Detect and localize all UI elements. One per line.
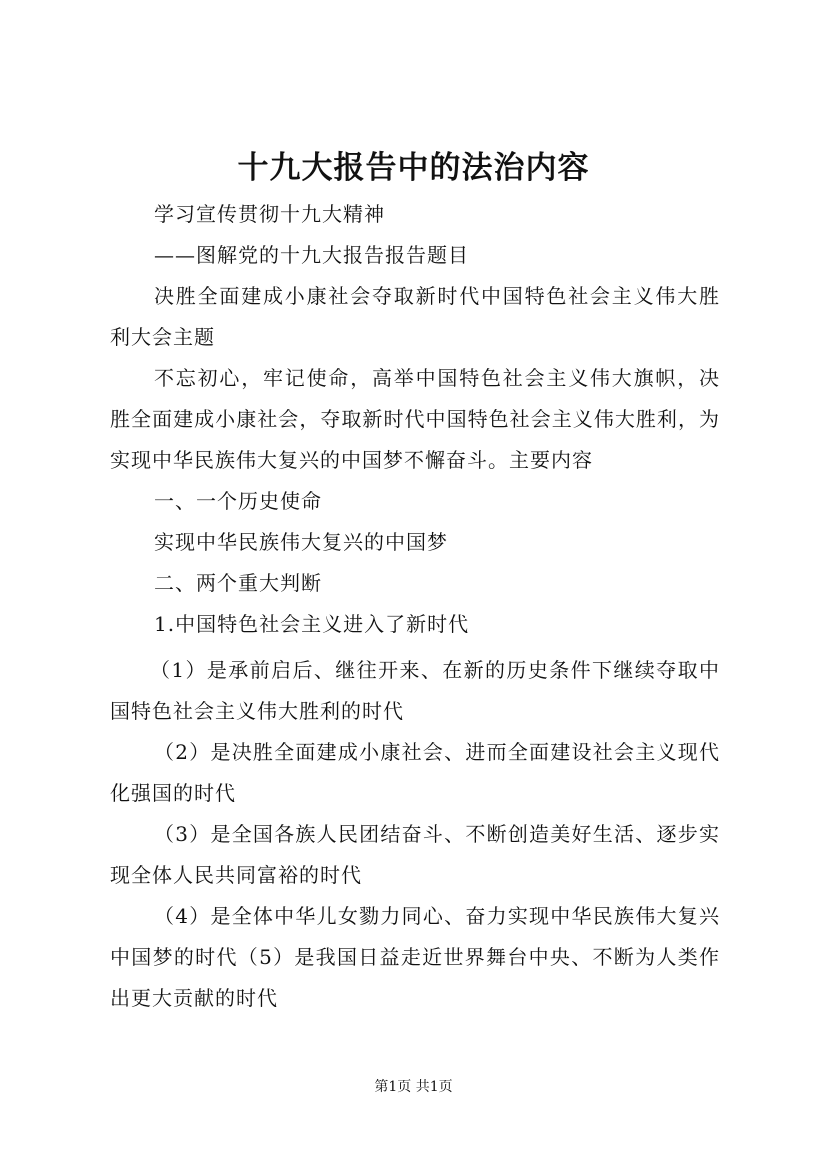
page-footer: 第1页 共1页 [374, 1079, 453, 1095]
paragraph-10: （2）是决胜全面建成小康社会、进而全面建设社会主义现代化强国的时代 [110, 740, 720, 805]
paragraph-8: 1.中国特色社会主义进入了新时代 [154, 612, 470, 636]
paragraph-6: 实现中华民族伟大复兴的中国梦 [154, 530, 448, 554]
document-title: 十九大报告中的法治内容 [237, 150, 590, 186]
paragraph-1: 学习宣传贯彻十九大精神 [154, 202, 385, 226]
paragraph-12: （4）是全体中华儿女勠力同心、奋力实现中华民族伟大复兴中国梦的时代（5）是我国日益走近世界舞台中央、不断为人类作出更大贡献的时代 [110, 904, 720, 1010]
paragraph-4: 不忘初心，牢记使命，高举中国特色社会主义伟大旗帜，决胜全面建成小康社会，夺取新时代中国特色社会主义伟大胜利，为实现中华民族伟大复兴的中国梦不懈奋斗。主要内容 [110, 366, 720, 472]
paragraph-7: 二、两个重大判断 [154, 571, 322, 595]
paragraph-11: （3）是全国各族人民团结奋斗、不断创造美好生活、逐步实现全体人民共同富裕的时代 [110, 822, 720, 887]
paragraph-9: （1）是承前启后、继往开来、在新的历史条件下继续夺取中国特色社会主义伟大胜利的时代 [110, 658, 720, 723]
paragraph-2: ——图解党的十九大报告报告题目 [154, 243, 469, 267]
paragraph-5: 一、一个历史使命 [154, 489, 322, 513]
paragraph-3: 决胜全面建成小康社会夺取新时代中国特色社会主义伟大胜利大会主题 [110, 284, 720, 349]
